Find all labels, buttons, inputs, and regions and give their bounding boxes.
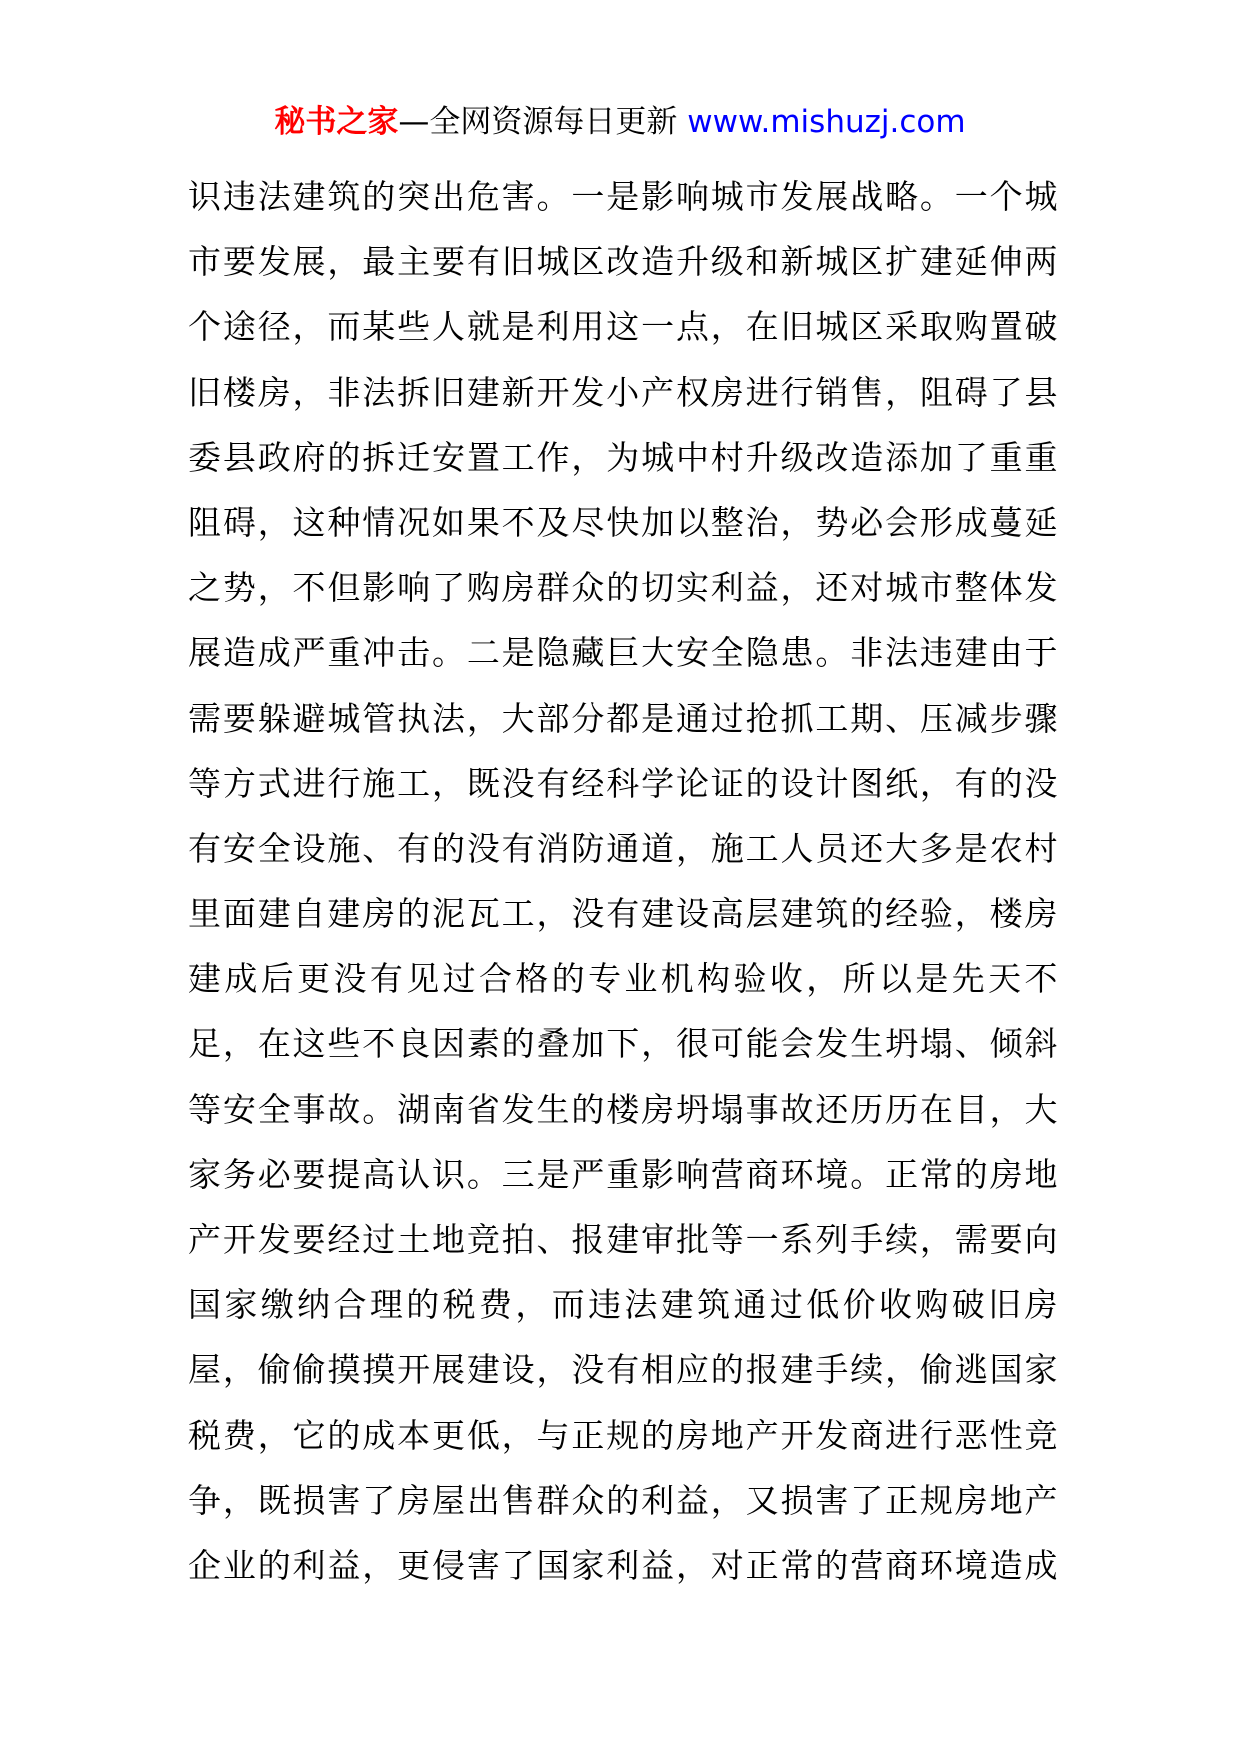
text-line: 委县政府的拆迁安置工作，为城中村升级改造添加了重重: [188, 437, 1058, 477]
text-line: 屋，偷偷摸摸开展建设，没有相应的报建手续，偷逃国家: [188, 1350, 1058, 1390]
text-line: 税费，它的成本更低，与正规的房地产开发商进行恶性竞: [188, 1415, 1058, 1455]
text-line: 建成后更没有见过合格的专业机构验收，所以是先天不: [188, 959, 1058, 999]
text-line: 阻碍，这种情况如果不及尽快加以整治，势必会形成蔓延: [188, 502, 1058, 542]
site-url-link[interactable]: www.mishuzj.com: [687, 104, 966, 140]
text-line: 有安全设施、有的没有消防通道，施工人员还大多是农村: [188, 828, 1058, 868]
text-line: 个途径，而某些人就是利用这一点，在旧城区采取购置破: [188, 307, 1058, 347]
text-line: 等安全事故。湖南省发生的楼房坍塌事故还历历在目，大: [188, 1089, 1058, 1129]
text-line: 市要发展，最主要有旧城区改造升级和新城区扩建延伸两: [188, 242, 1058, 282]
text-line: 企业的利益，更侵害了国家利益，对正常的营商环境造成: [188, 1545, 1058, 1585]
text-line: 旧楼房，非法拆旧建新开发小产权房进行销售，阻碍了县: [188, 372, 1058, 412]
text-line: 展造成严重冲击。二是隐藏巨大安全隐患。非法违建由于: [188, 633, 1058, 673]
text-line: 之势，不但影响了购房群众的切实利益，还对城市整体发: [188, 568, 1058, 608]
page-header: [0, 100, 1240, 144]
text-line: 需要躲避城管执法，大部分都是通过抢抓工期、压减步骤: [188, 698, 1058, 738]
text-line: 足，在这些不良因素的叠加下，很可能会发生坍塌、倾斜: [188, 1024, 1058, 1064]
text-line: 里面建自建房的泥瓦工，没有建设高层建筑的经验，楼房: [188, 894, 1058, 934]
text-line: 等方式进行施工，既没有经科学论证的设计图纸，有的没: [188, 763, 1058, 803]
text-line: 产开发要经过土地竞拍、报建审批等一系列手续，需要向: [188, 1220, 1058, 1259]
site-brand: 秘书之家: [274, 104, 399, 140]
site-tagline: —全网资源每日更新: [398, 104, 688, 140]
document-body: [188, 164, 1058, 1598]
text-line: 家务必要提高认识。三是严重影响营商环境。正常的房地: [188, 1154, 1058, 1194]
text-line: 国家缴纳合理的税费，而违法建筑通过低价收购破旧房: [188, 1285, 1058, 1325]
text-line: 识违法建筑的突出危害。一是影响城市发展战略。一个城: [188, 177, 1058, 216]
text-line: 争，既损害了房屋出售群众的利益，又损害了正规房地产: [188, 1480, 1058, 1520]
